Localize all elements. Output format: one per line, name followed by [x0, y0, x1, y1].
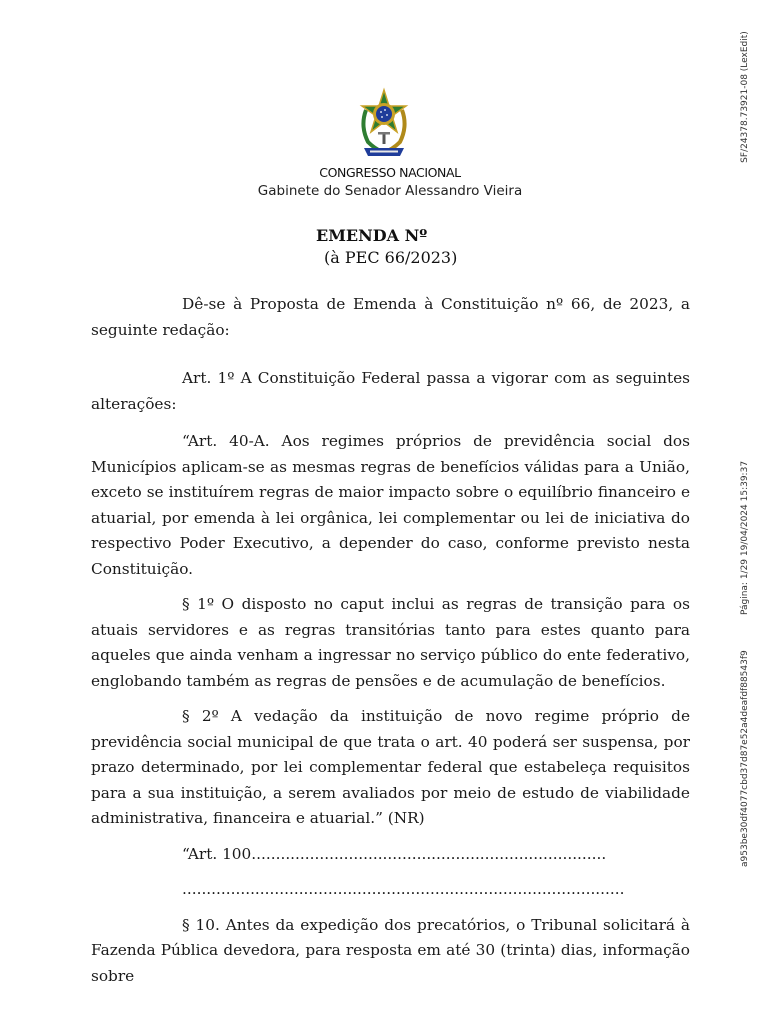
paragraph-ellipsis: ........................................................................................... — [182, 880, 625, 898]
paragraph-article-100: “Art. 100......................................................................... — [182, 844, 607, 863]
amendment-subtitle: (à PEC 66/2023) — [324, 248, 458, 267]
paragraph-section-1: § 1º O disposto no caput inclui as regras de transição para os atuais servidores e as regras transitórias tanto para estes quanto para aqueles que ainda venham a ingressar no serviço público do ente federativo, englobando também as regras de pensões e de acumulação de benefícios. — [91, 595, 690, 690]
paragraph-intro: Dê-se à Proposta de Emenda à Constituição nº 66, de 2023, a seguinte redação: — [91, 295, 690, 339]
document-id-stamp: SF/24378.73921-08 (LexEdit) — [740, 31, 750, 163]
amendment-title: EMENDA Nº — [316, 226, 428, 245]
office-name: Gabinete do Senador Alessandro Vieira — [257, 183, 523, 199]
paragraph-section-10: § 10. Antes da expedição dos precatórios, o Tribunal solicitará à Fazenda Pública devedora, para resposta em até 30 (trinta) dias, informação sobre — [91, 915, 690, 985]
paragraph-section-2: § 2º A vedação da instituição de novo regime próprio de previdência social municipal de que trata o art. 40 poderá ser suspensa, por prazo determinado, por lei complementar federal que estabeleça requisitos para a sua instituição, a serem avaliados por meio de estudo de viabilidade administrativa, financeira e atuarial.” (NR) — [91, 707, 690, 827]
brazil-coat-of-arms-icon — [356, 88, 412, 164]
paragraph-article-1: Art. 1º A Constituição Federal passa a vigorar com as seguintes alterações: — [91, 369, 690, 413]
document-body — [91, 292, 690, 989]
document-hash-stamp: a953be30df4077cbd37d87e52a4deafdf88543f9 — [740, 650, 750, 867]
institution-name: CONGRESSO NACIONAL — [319, 165, 461, 180]
paragraph-article-40a: “Art. 40-A. Aos regimes próprios de previdência social dos Municípios aplicam-se as mesmas regras de benefícios válidas para a União, exceto se instituírem regras de maior impacto sobre o equilíbrio financeiro e atuarial, por emenda à lei orgânica, lei complementar ou lei de iniciativa do respectivo Poder Executivo, a depender do caso, conforme previsto nesta Constituição. — [91, 432, 690, 578]
page-info-stamp: Página: 1/29 19/04/2024 15:39:37 — [740, 460, 750, 616]
